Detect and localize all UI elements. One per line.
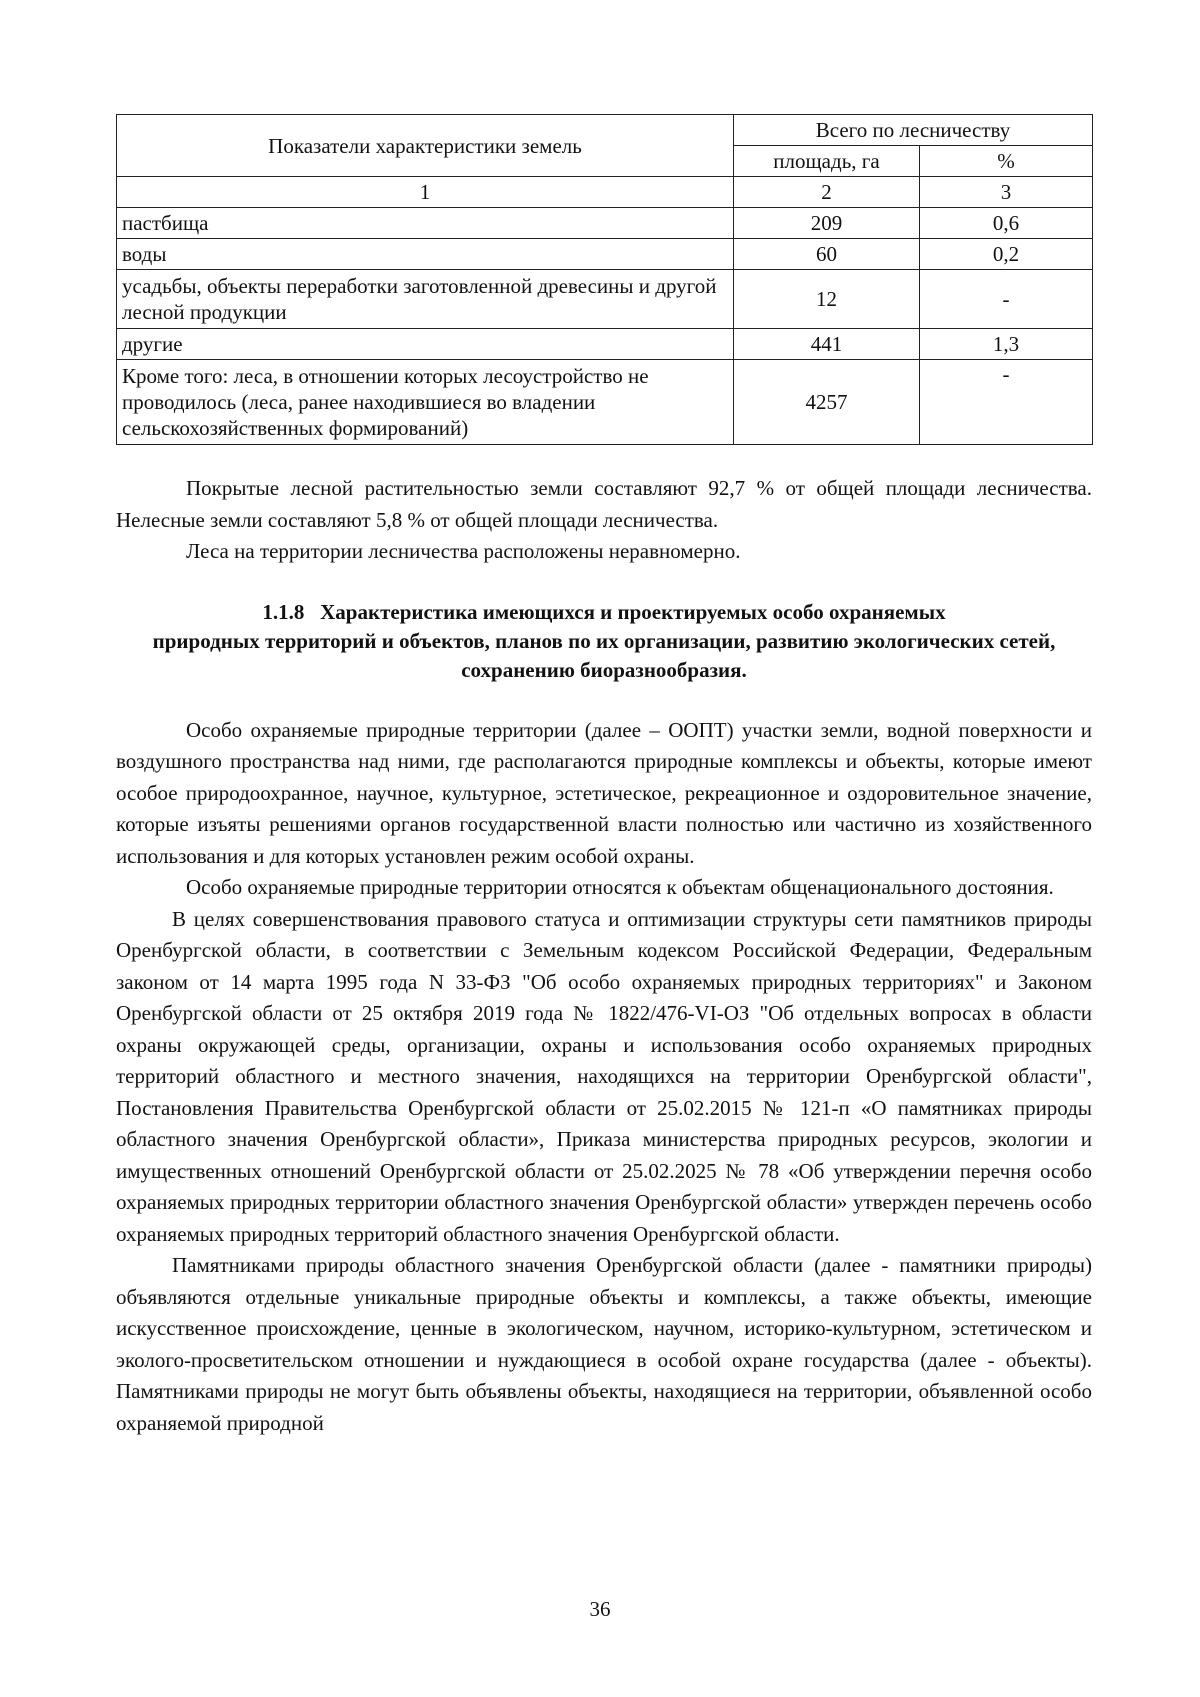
paragraph-covered-lands: Покрытые лесной растительностью земли составляют 92,7 % от общей площади лесничества. Нелесные земли составляют 5,8 % от общей площади лесничества. [116,476,1092,532]
document-page [116,114,1092,1439]
row-area: 12 [734,270,920,329]
table-header-row [117,115,1093,146]
row-name: пастбища [117,208,734,239]
column-number: 3 [920,177,1093,208]
row-percent: 0,2 [920,239,1093,270]
row-area: 4257 [734,360,920,445]
column-number: 2 [734,177,920,208]
page-number: 36 [589,1597,611,1621]
header-area: площадь, га [734,146,920,177]
row-area: 209 [734,208,920,239]
header-total-forestry: Всего по лесничеству [734,115,1093,146]
row-area: 441 [734,329,920,360]
row-percent: - [920,270,1093,329]
paragraph-natural-monuments: Памятниками природы областного значения Оренбургской области (далее - памятники природы) объявляются отдельные уникальные природные объекты и комплексы, а также объекты, имеющие искусственное происхождение, ценные в экологическом, научном, историко-культурном, эстетическом и эколого-просветительском отношении и нуждающиеся в особой охране государства (далее - объекты). Памятниками природы не могут быть объявлены объекты, находящиеся на территории, объявленной особо охраняемой природной [116,1253,1092,1435]
row-percent: 1,3 [920,329,1093,360]
row-area: 60 [734,239,920,270]
row-name: другие [117,329,734,360]
column-number: 1 [117,177,734,208]
paragraph-national-heritage: Особо охраняемые природные территории относятся к объектам общенационального достояния. [186,875,1054,899]
row-name: Кроме того: леса, в отношении которых лесоустройство не проводилось (леса, ранее находившиеся во владении сельскохозяйственных формирований) [117,360,734,445]
header-percent: % [920,146,1093,177]
table-row [117,360,1093,445]
table-row [117,329,1093,360]
column-number-row [117,177,1093,208]
section-title-line1: Характеристика имеющихся и проектируемых особо охраняемых [320,599,946,624]
table-row [117,270,1093,329]
land-characteristics-table [116,114,1093,445]
section-number: 1.1.8 [262,599,305,624]
paragraph-forest-distribution: Леса на территории лесничества расположены неравномерно. [186,539,741,563]
paragraph-oopt-definition: Особо охраняемые природные территории (далее – ООПТ) участки земли, водной поверхности и воздушного пространства над ними, где располагаются природные комплексы и объекты, которые имеют особое природоохранное, научное, культурное, эстетическое, рекреационное и оздоровительное значение, которые изъяты решениями органов государственной власти полностью или частично из хозяйственного использования и для которых установлен режим особой охраны. [116,717,1092,868]
row-percent: - [920,360,1093,445]
table-row [117,208,1093,239]
header-indicators: Показатели характеристики земель [117,115,734,177]
section-heading [116,598,1092,685]
row-name: воды [117,239,734,270]
section-title-rest: природных территорий и объектов, планов по их организации, развитию экологических сетей, сохранению биоразнообразия. [152,628,1056,682]
paragraph-legal-basis: В целях совершенствования правового статуса и оптимизации структуры сети памятников природы Оренбургской области, в соответствии с Земельным кодексом Российской Федерации, Федеральным законом от 14 марта 1995 года N 33-ФЗ "Об особо охраняемых природных территориях" и Законом Оренбургской области от 25 октября 2019 года № 1822/476-VI-ОЗ "Об отдельных вопросах в области охраны окружающей среды, организации, охраны и использования особо охраняемых природных территорий областного и местного значения, находящихся на территории Оренбургской области", Постановления Правительства Оренбургской области от 25.02.2015 № 121-п «О памятниках природы областного значения Оренбургской области», Приказа министерства природных ресурсов, экологии и имущественных отношений Оренбургской области от 25.02.2025 № 78 «Об утверждении перечня особо охраняемых природных территории областного значения Оренбургской области» утвержден перечень особо охраняемых природных территорий областного значения Оренбургской области. [116,906,1092,1246]
row-percent: 0,6 [920,208,1093,239]
table-row [117,239,1093,270]
row-name: усадьбы, объекты переработки заготовленной древесины и другой лесной продукции [117,270,734,329]
